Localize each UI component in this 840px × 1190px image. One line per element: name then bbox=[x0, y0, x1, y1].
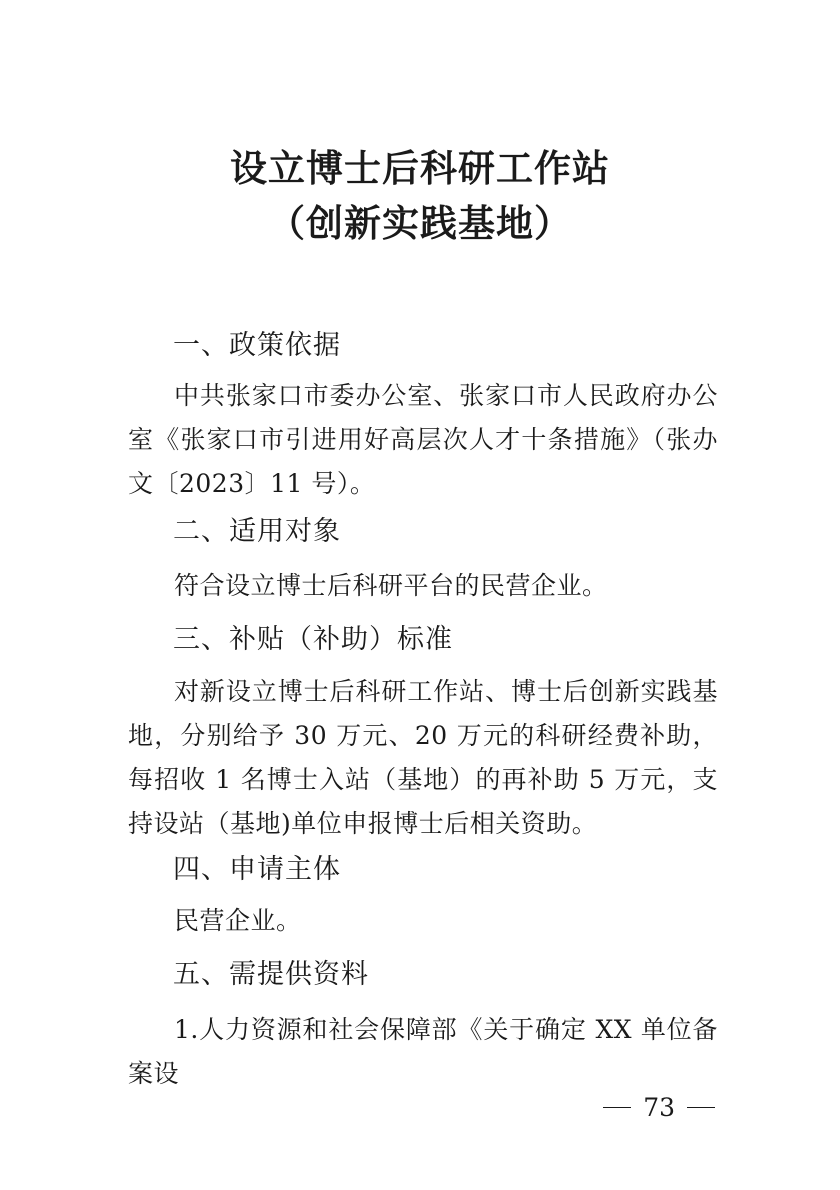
page-title: 设立博士后科研工作站 bbox=[230, 146, 610, 190]
section-heading-applicant: 四、申请主体 bbox=[173, 854, 341, 885]
section-heading-required-materials: 五、需提供资料 bbox=[173, 959, 369, 990]
section-body-required-materials: 1.人力资源和社会保障部《关于确定 XX 单位备案设 bbox=[128, 1015, 718, 1088]
section-heading-applicable-targets: 二、适用对象 bbox=[173, 516, 341, 547]
page-number: 73 bbox=[643, 1093, 675, 1122]
section-heading-subsidy-standard: 三、补贴（补助）标准 bbox=[173, 624, 453, 655]
page-subtitle: （创新实践基地） bbox=[268, 201, 572, 245]
section-body-applicant: 民营企业。 bbox=[174, 906, 302, 935]
section-body-policy-basis: 中共张家口市委办公室、张家口市人民政府办公室《张家口市引进用好高层次人才十条措施》（张办文〔2023〕11 号）。 bbox=[128, 381, 718, 498]
section-body-applicable-targets: 符合设立博士后科研平台的民营企业。 bbox=[174, 571, 608, 600]
footer-dash-right bbox=[687, 1107, 715, 1109]
page-footer bbox=[603, 1095, 715, 1120]
section-body-subsidy-standard: 对新设立博士后科研工作站、博士后创新实践基地，分别给予 30 万元、20 万元的科研经费补助，每招收 1 名博士入站（基地）的再补助 5 万元，支持设站（基地)单位申报博士后相关资助。 bbox=[128, 677, 718, 838]
footer-dash-left bbox=[603, 1107, 631, 1109]
section-heading-policy-basis: 一、政策依据 bbox=[173, 330, 341, 361]
